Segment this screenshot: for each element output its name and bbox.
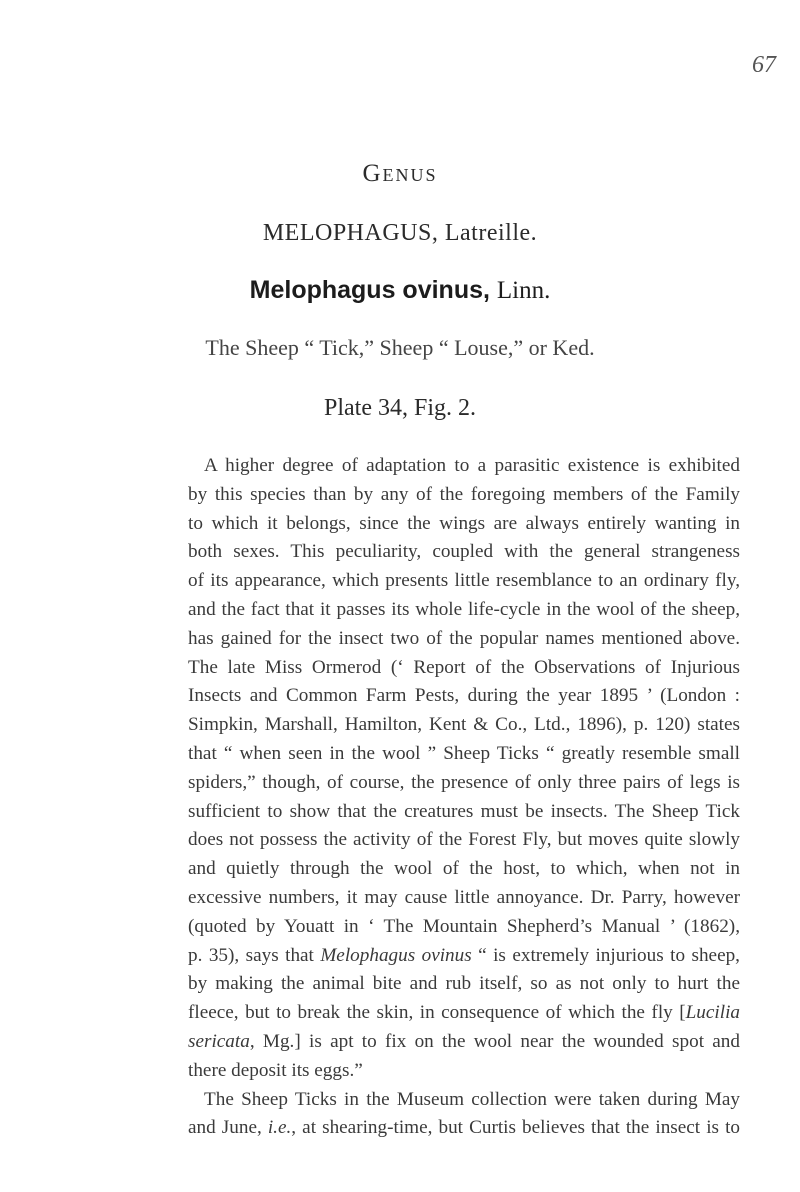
genus-label: Genus: [362, 160, 438, 187]
genus-name: MELOPHAGUS, Latreille.: [262, 220, 538, 246]
text-line: and the fact that it passes its whole life-cycle in the wool of the sheep,: [188, 598, 740, 620]
plate-reference: Plate 34, Fig. 2.: [323, 395, 476, 421]
text-line: [188, 999, 740, 1028]
text-segment: “ is extremely injurious to sheep,: [471, 944, 740, 966]
italic-abbreviation: i.e.: [267, 1117, 292, 1139]
text-line: of its appearance, which presents little resemblance to an ordinary fly,: [188, 570, 740, 592]
page-number: 67: [752, 52, 776, 78]
text-line: The Sheep Ticks in the Museum collection were taken during May: [204, 1088, 740, 1110]
text-line: A higher degree of adaptation to a parasitic existence is exhibited: [204, 455, 740, 476]
italic-species-name: Melophagus ovinus: [320, 944, 472, 966]
text-line: both sexes. This peculiarity, coupled with the general strangeness: [188, 541, 740, 563]
text-line: The late Miss Ormerod (‘ Report of the Observations of Injurious: [188, 656, 740, 678]
common-names: The Sheep “ Tick,” Sheep “ Louse,” or Ked.: [205, 335, 595, 360]
text-line: [188, 1028, 740, 1057]
text-line: does not possess the activity of the Forest Fly, but moves quite slowly: [188, 829, 740, 851]
text-line: Insects and Common Farm Pests, during the year 1895 ’ (London :: [188, 685, 740, 707]
text-line: by making the animal bite and rub itself, so as not only to hurt the: [188, 973, 740, 995]
text-line: excessive numbers, it may cause little annoyance. Dr. Parry, however: [188, 886, 740, 908]
body-text: [188, 452, 740, 1143]
text-segment: , Mg.] is apt to fix on the wool near the wounded spot and: [249, 1030, 740, 1052]
text-line: and quietly through the wool of the host, to which, when not in: [188, 858, 740, 880]
text-segment: and June,: [188, 1117, 268, 1139]
species-name: Melophagus ovinus,: [249, 276, 490, 304]
text-line: by this species than by any of the foregoing members of the Family: [188, 483, 740, 505]
text-line: (quoted by Youatt in ‘ The Mountain Shepherd’s Manual ’ (1862),: [188, 915, 740, 937]
species-heading: [0, 276, 800, 305]
text-line: to which it belongs, since the wings are always entirely wanting in: [188, 512, 740, 534]
text-line: Simpkin, Marshall, Hamilton, Kent & Co., Ltd., 1896), p. 120) states: [188, 714, 740, 736]
text-line: [188, 1114, 740, 1143]
text-line: sufficient to show that the creatures must be insects. The Sheep Tick: [188, 800, 740, 822]
text-line: has gained for the insect two of the popular names mentioned above.: [188, 627, 740, 649]
species-author: Linn.: [496, 277, 551, 304]
italic-species-epithet: sericata: [188, 1030, 250, 1052]
text-segment: p. 35), says that: [188, 944, 321, 966]
text-segment: , at shearing-time, but Curtis believes that the insect is to: [291, 1117, 741, 1139]
text-line: spiders,” though, of course, the presence of only three pairs of legs is: [188, 771, 740, 793]
text-line: that “ when seen in the wool ” Sheep Ticks “ greatly resemble small: [188, 742, 740, 764]
text-line: [188, 942, 740, 971]
italic-genus-name: Lucilia: [685, 1002, 740, 1024]
text-segment: fleece, but to break the skin, in consequence of which the fly [: [188, 1002, 686, 1024]
text-line: there deposit its eggs.”: [188, 1059, 363, 1081]
